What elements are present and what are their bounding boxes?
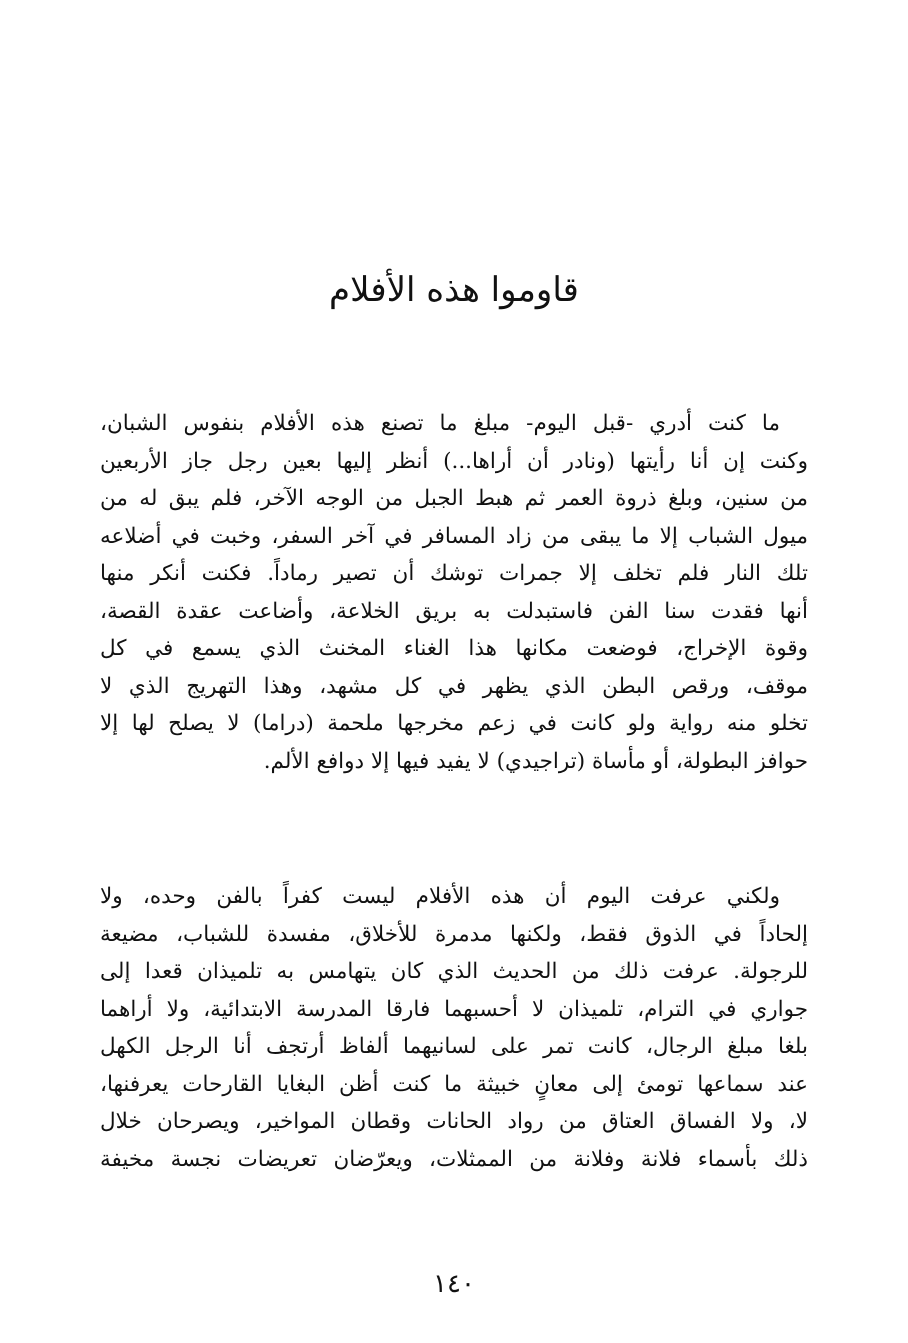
text-line: جواري في الترام، تلميذان لا أحسبهما فارقا المدرسة الابتدائية، ولا أراهما xyxy=(100,996,808,1022)
paragraph-2-text xyxy=(100,878,808,1178)
text-line: أنها فقدت سنا الفن فاستبدلت به بريق الخلاعة، وأضاعت عقدة القصة، xyxy=(100,598,808,624)
text-line: بلغا مبلغ الرجال، كانت تمر على لسانيهما ألفاظ أرتجف أنا الرجل الكهل xyxy=(100,1034,808,1059)
text-line: ذلك بأسماء فلانة وفلانة من الممثلات، ويعرّضان تعريضات نجسة مخيفة xyxy=(100,1146,808,1172)
text-line: موقف، ورقص البطن الذي يظهر في كل مشهد، وهذا التهريج الذي لا xyxy=(100,673,808,699)
text-line: تلك النار فلم تخلف إلا جمرات توشك أن تصير رماداً. فكنت أنكر منها xyxy=(100,561,808,586)
page-number: ١٤٠ xyxy=(433,1269,475,1299)
paragraph-1 xyxy=(100,405,808,780)
text-line: حوافز البطولة، أو مأساة (تراجيدي) لا يفيد فيها إلا دوافع الألم. xyxy=(263,748,808,774)
text-line: وكنت إن أنا رأيتها (ونادر أن أراها...) أنظر إليها بعين رجل جاز الأربعين xyxy=(100,448,808,474)
text-line: من سنين، وبلغ ذروة العمر ثم هبط الجبل من الوجه الآخر، فلم يبق له من xyxy=(100,486,808,511)
chapter-title: قاوموا هذه الأفلام xyxy=(329,270,579,310)
text-line: ما كنت أدري -قبل اليوم- مبلغ ما تصنع هذه الأفلام بنفوس الشبان، xyxy=(100,411,780,436)
text-line: وقوة الإخراج، فوضعت مكانها هذا الغناء المخنث الذي يسمع في كل xyxy=(100,636,808,661)
text-line: عند سماعها تومئ إلى معانٍ خبيثة ما كنت أظن البغايا القارحات يعرفنها، xyxy=(100,1071,808,1097)
paragraph-2 xyxy=(100,878,808,1178)
text-line: تخلو منه رواية ولو كانت في زعم مخرجها ملحمة (دراما) لا يصلح لها إلا xyxy=(100,711,808,736)
paragraph-1-text xyxy=(100,405,808,780)
text-line: ميول الشباب إلا ما يبقى من زاد المسافر في آخر السفر، وخبت في أضلاعه xyxy=(100,523,808,549)
text-line: لا، ولا الفساق العتاق من رواد الحانات وقطان المواخير، ويصرحان خلال xyxy=(100,1109,808,1134)
text-line: إلحاداً في الذوق فقط، ولكنها مدمرة للأخلاق، مفسدة للشباب، مضيعة xyxy=(100,921,808,947)
text-line: للرجولة. عرفت ذلك من الحديث الذي كان يتهامس به تلميذان قعدا إلى xyxy=(100,959,808,984)
text-line: ولكني عرفت اليوم أن هذه الأفلام ليست كفراً بالفن وحده، ولا xyxy=(100,884,780,909)
